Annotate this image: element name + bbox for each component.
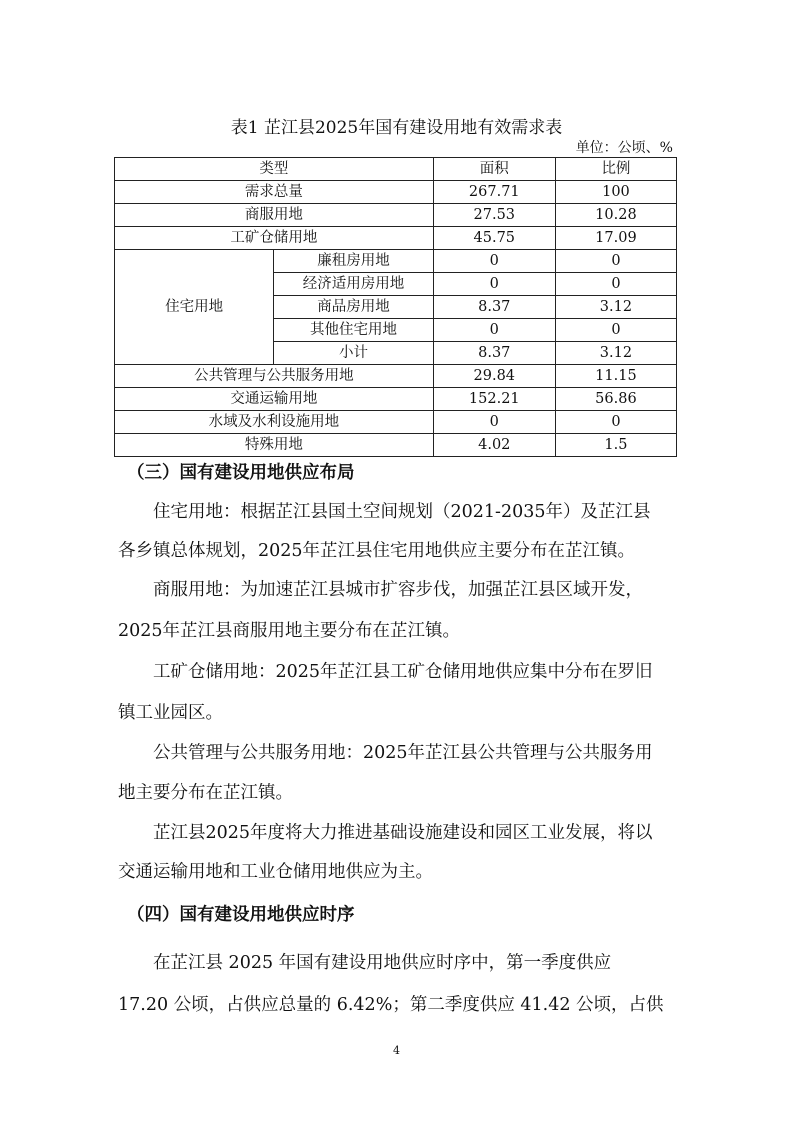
table-row — [115, 181, 677, 204]
row-ratio: 1.5 — [555, 434, 676, 457]
subrow-area: 8.37 — [433, 296, 555, 319]
row-type: 水域及水利设施用地 — [115, 411, 434, 434]
subrow-ratio: 3.12 — [555, 342, 676, 365]
paragraph-line: 芷江县2025年度将大力推进基础设施建设和园区工业发展，将以 — [118, 823, 653, 843]
land-demand-table — [114, 157, 677, 457]
row-type: 公共管理与公共服务用地 — [115, 365, 434, 388]
table-title: 表1 芷江县2025年国有建设用地有效需求表 — [230, 118, 563, 138]
paragraph-line: 交通运输用地和工业仓储用地供应为主。 — [118, 862, 433, 882]
table-row — [115, 227, 677, 250]
table-row — [115, 434, 677, 457]
subrow-area: 0 — [433, 319, 555, 342]
subrow-type: 经济适用房用地 — [274, 273, 433, 296]
table-row — [115, 250, 677, 273]
subrow-area: 0 — [433, 250, 555, 273]
row-ratio: 17.09 — [555, 227, 676, 250]
header-type: 类型 — [115, 158, 434, 181]
paragraph-line: 在芷江县 2025 年国有建设用地供应时序中，第一季度供应 — [118, 953, 612, 973]
header-area: 面积 — [433, 158, 555, 181]
residential-label: 住宅用地 — [115, 250, 274, 365]
row-area: 152.21 — [433, 388, 555, 411]
table-row — [115, 204, 677, 227]
row-type: 工矿仓储用地 — [115, 227, 434, 250]
row-type: 交通运输用地 — [115, 388, 434, 411]
row-ratio: 56.86 — [555, 388, 676, 411]
row-ratio: 100 — [555, 181, 676, 204]
row-area: 267.71 — [433, 181, 555, 204]
table-row — [115, 365, 677, 388]
paragraph-line: 各乡镇总体规划，2025年芷江县住宅用地供应主要分布在芷江镇。 — [118, 541, 636, 561]
paragraph-line: 工矿仓储用地：2025年芷江县工矿仓储用地供应集中分布在罗旧 — [118, 662, 653, 682]
row-area: 29.84 — [433, 365, 555, 388]
subrow-area: 0 — [433, 273, 555, 296]
row-area: 0 — [433, 411, 555, 434]
subrow-ratio: 0 — [555, 250, 676, 273]
subrow-type: 小计 — [274, 342, 433, 365]
subrow-ratio: 0 — [555, 319, 676, 342]
row-area: 45.75 — [433, 227, 555, 250]
subrow-area: 8.37 — [433, 342, 555, 365]
row-type: 商服用地 — [115, 204, 434, 227]
row-ratio: 0 — [555, 411, 676, 434]
section4-heading: （四）国有建设用地供应时序 — [127, 905, 355, 925]
row-ratio: 11.15 — [555, 365, 676, 388]
subrow-type: 廉租房用地 — [274, 250, 433, 273]
paragraph-line: 商服用地：为加速芷江县城市扩容步伐，加强芷江县区域开发， — [118, 580, 643, 600]
row-ratio: 10.28 — [555, 204, 676, 227]
table-row — [115, 411, 677, 434]
row-area: 27.53 — [433, 204, 555, 227]
paragraph-line: 17.20 公顷，占供应总量的 6.42%；第二季度供应 41.42 公顷，占供 — [118, 995, 664, 1015]
table-unit: 单位：公顷、% — [575, 140, 673, 156]
table-header-row — [115, 158, 677, 181]
subrow-type: 其他住宅用地 — [274, 319, 433, 342]
row-type: 特殊用地 — [115, 434, 434, 457]
row-area: 4.02 — [433, 434, 555, 457]
paragraph-line: 地主要分布在芷江镇。 — [118, 783, 293, 803]
paragraph-line: 镇工业园区。 — [118, 703, 223, 723]
paragraph-line: 住宅用地：根据芷江县国土空间规划（2021-2035年）及芷江县 — [118, 502, 651, 522]
header-ratio: 比例 — [555, 158, 676, 181]
table-row — [115, 388, 677, 411]
page-number: 4 — [393, 1044, 400, 1057]
paragraph-line: 2025年芷江县商服用地主要分布在芷江镇。 — [118, 621, 461, 641]
subrow-ratio: 0 — [555, 273, 676, 296]
subrow-type: 商品房用地 — [274, 296, 433, 319]
paragraph-line: 公共管理与公共服务用地：2025年芷江县公共管理与公共服务用 — [118, 743, 653, 763]
row-type: 需求总量 — [115, 181, 434, 204]
section3-heading: （三）国有建设用地供应布局 — [127, 463, 355, 483]
subrow-ratio: 3.12 — [555, 296, 676, 319]
